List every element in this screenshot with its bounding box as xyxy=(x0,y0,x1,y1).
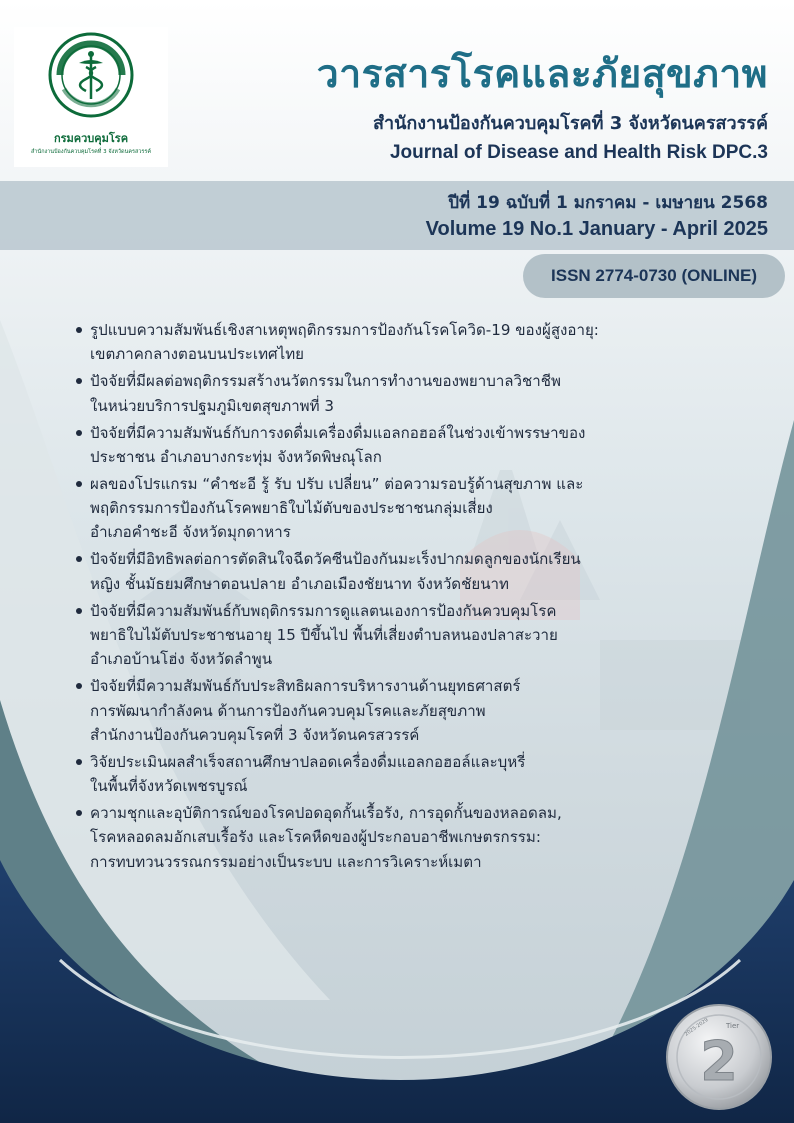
logo-subtitle: สำนักงานป้องกันควบคุมโรคที่ 3 จังหวัดนครสวรรค์ xyxy=(30,149,152,155)
article-title-line: สำนักงานป้องกันควบคุมโรคที่ 3 จังหวัดนครสวรรค์ xyxy=(90,725,420,744)
journal-title: วารสารโรคและภัยสุขภาพ xyxy=(316,52,768,97)
issue-thai: ปีที่ 19 ฉบับที่ 1 มกราคม - เมษายน 2568 xyxy=(448,193,768,213)
article-title-line: ปัจจัยที่มีผลต่อพฤติกรรมสร้างนวัตกรรมในการทำงานของพยาบาลวิชาชีพ xyxy=(90,372,561,391)
article-title-line: โรคหลอดลมอักเสบเรื้อรัง และโรคหืดของผู้ประกอบอาชีพเกษตรกรรม: xyxy=(90,828,541,847)
bullet-icon xyxy=(76,759,82,765)
bullet-icon xyxy=(76,608,82,614)
article-title-line: พยาธิใบไม้ตับประชาชนอายุ 15 ปีขึ้นไป พื้นที่เสี่ยงตำบลหนองปลาสะวาย xyxy=(90,626,558,644)
tier-badge xyxy=(664,1002,774,1112)
article-item xyxy=(78,369,758,418)
article-title-line: ในหน่วยบริการปฐมภูมิเขตสุขภาพที่ 3 xyxy=(90,396,334,415)
tier-label: Tier xyxy=(726,1022,740,1030)
article-item xyxy=(78,547,758,596)
article-list xyxy=(78,318,758,877)
article-item xyxy=(78,599,758,672)
ddc-logo xyxy=(14,27,168,167)
article-title-line: ในพื้นที่จังหวัดเพชรบูรณ์ xyxy=(90,777,248,796)
bullet-icon xyxy=(76,378,82,384)
caduceus-emblem-icon xyxy=(46,29,136,125)
bullet-icon xyxy=(76,556,82,562)
article-title-line: วิจัยประเมินผลสำเร็จสถานศึกษาปลอดเครื่องดื่มแอลกอฮอล์และบุหรี่ xyxy=(90,752,526,771)
article-title-line: ประชาชน อำเภอบางกระทุ่ม จังหวัดพิษณุโลก xyxy=(90,447,382,466)
article-title-line: ผลของโปรแกรม “คำชะอี รู้ รับ ปรับ เปลี่ยน” ต่อความรอบรู้ด้านสุขภาพ และ xyxy=(90,474,584,493)
journal-english-title: Journal of Disease and Health Risk DPC.3 xyxy=(389,142,768,163)
article-title-line: การพัฒนากำลังคน ด้านการป้องกันควบคุมโรคและภัยสุขภาพ xyxy=(90,701,486,720)
article-title-line: หญิง ชั้นมัธยมศึกษาตอนปลาย อำเภอเมืองชัยนาท จังหวัดชัยนาท xyxy=(90,574,509,593)
article-item xyxy=(78,421,758,470)
tier-years: 2025-2029 xyxy=(683,1017,710,1038)
article-title-line: เขตภาคกลางตอนบนประเทศไทย xyxy=(90,345,304,364)
article-title-line: ปัจจัยที่มีความสัมพันธ์กับพฤติกรรมการดูแลตนเองการป้องกันควบคุมโรค xyxy=(90,601,557,620)
article-item xyxy=(78,801,758,874)
bullet-icon xyxy=(76,481,82,487)
organization-name: สำนักงานป้องกันควบคุมโรคที่ 3 จังหวัดนครสวรรค์ xyxy=(373,113,768,134)
article-item xyxy=(78,472,758,545)
bullet-icon xyxy=(76,810,82,816)
article-title-line: อำเภอบ้านโฮ่ง จังหวัดลำพูน xyxy=(90,650,273,669)
issn-badge: ISSN 2774-0730 (ONLINE) xyxy=(523,254,785,298)
article-title-line: ปัจจัยที่มีอิทธิพลต่อการตัดสินใจฉีดวัคซีนป้องกันมะเร็งปากมดลูกของนักเรียน xyxy=(90,550,581,569)
bullet-icon xyxy=(76,430,82,436)
article-title-line: การทบทวนวรรณกรรมอย่างเป็นระบบ และการวิเคราะห์เมตา xyxy=(90,852,482,871)
article-title-line: รูปแบบความสัมพันธ์เชิงสาเหตุพฤติกรรมการป้องกันโรคโควิด-19 ของผู้สูงอายุ: xyxy=(90,321,599,339)
issue-english: Volume 19 No.1 January - April 2025 xyxy=(425,218,768,240)
bullet-icon xyxy=(76,327,82,333)
article-title-line: ความชุกและอุบัติการณ์ของโรคปอดอุดกั้นเรื้อรัง, การอุดกั้นของหลอดลม, xyxy=(90,804,562,823)
article-title-line: ปัจจัยที่มีความสัมพันธ์กับการงดดื่มเครื่องดื่มแอลกอฮอล์ในช่วงเข้าพรรษาของ xyxy=(90,423,586,442)
article-title-line: ปัจจัยที่มีความสัมพันธ์กับประสิทธิผลการบริหารงานด้านยุทธศาสตร์ xyxy=(90,677,521,696)
article-item xyxy=(78,318,758,367)
article-title-line: อำเภอคำชะอี จังหวัดมุกดาหาร xyxy=(90,523,291,542)
article-item xyxy=(78,750,758,799)
article-title-line: พฤติกรรมการป้องกันโรคพยาธิใบไม้ตับของประชาชนกลุ่มเสี่ยง xyxy=(90,499,493,518)
bullet-icon xyxy=(76,683,82,689)
article-item xyxy=(78,674,758,747)
tier-number: 2 xyxy=(700,1030,738,1093)
logo-name: กรมควบคุมโรค xyxy=(53,132,129,145)
